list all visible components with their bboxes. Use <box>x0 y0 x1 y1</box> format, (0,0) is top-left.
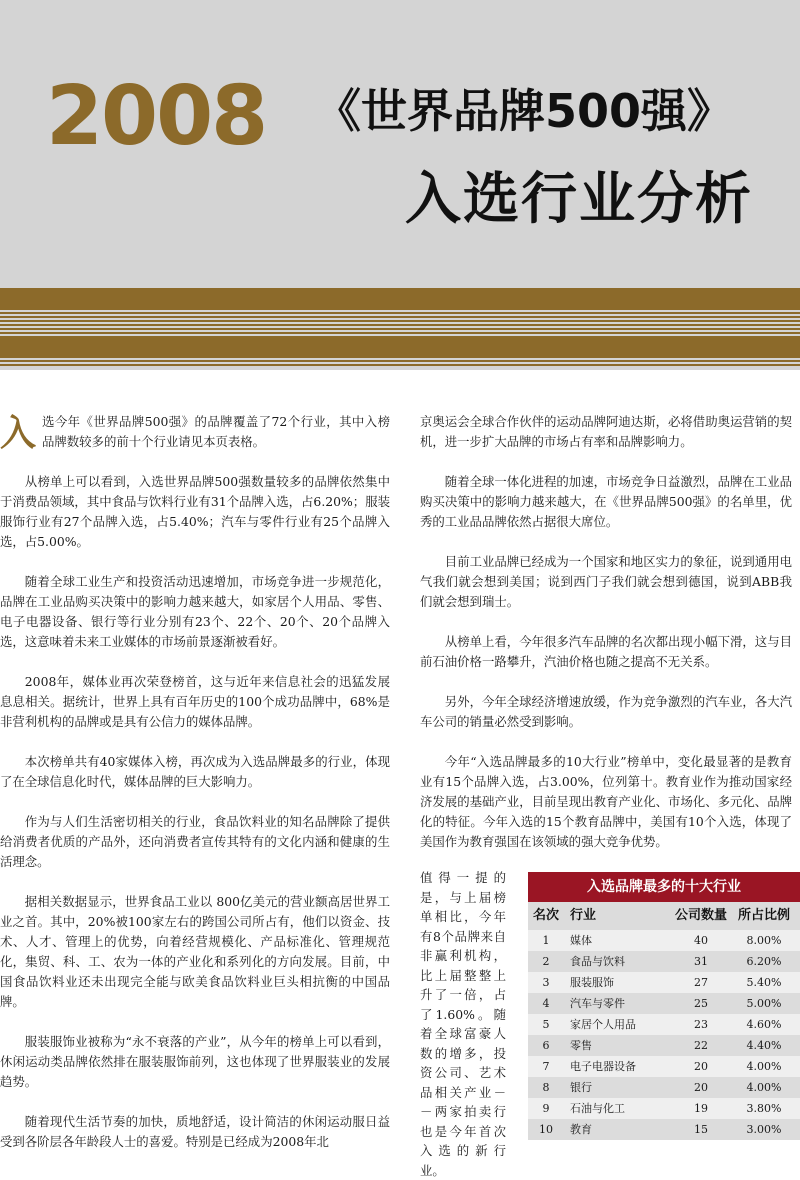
page-title: 《世界品牌500强》 <box>315 84 734 138</box>
table-row <box>528 1056 800 1077</box>
row-industry: 媒体 <box>570 934 592 947</box>
row-rank: 6 <box>542 1039 550 1052</box>
row-industry: 零售 <box>570 1039 592 1052</box>
row-rank: 4 <box>542 997 550 1010</box>
stripe-band-bottom <box>0 336 800 356</box>
row-count: 23 <box>694 1018 708 1031</box>
header-share: 所占比例 <box>737 908 790 923</box>
stripe-band-top <box>0 288 800 310</box>
table-row <box>528 1098 800 1119</box>
table-row <box>528 930 800 951</box>
article-paragraph: 从榜单上看，今年很多汽车品牌的名次都出现小幅下滑，这与目前石油价格一路攀升，汽油价格也随之提高不无关系。 <box>420 634 792 669</box>
article-right-column <box>420 412 792 872</box>
row-count: 15 <box>694 1123 708 1136</box>
row-count: 20 <box>694 1060 708 1073</box>
article-paragraph: 京奥运会全球合作伙伴的运动品牌阿迪达斯，必将借助奥运营销的契机，进一步扩大品牌的市场占有率和品牌影响力。 <box>420 414 792 449</box>
article-paragraph <box>0 412 390 452</box>
header-industry: 行业 <box>570 908 597 923</box>
article-paragraph: 据相关数据显示，世界食品工业以 800亿美元的营业额高居世界工业之首。其中，20%被100家左右的跨国公司所占有，他们以资金、技术、人才、管理上的优势，向着经营规模化、产品标准化、管理规范化，集贸、科、工、农为一体的产业化和系列化的方向发展。目前，中国食品饮料业还未出现完全能与欧美食品饮料业巨头相抗衡的中国品牌。 <box>0 894 390 1009</box>
article-left-column <box>0 412 390 1172</box>
table-side-text: 值得一提的是，与上届榜单相比，今年有8个品牌来自非赢利机构，比上届整整上升了一倍，占了1.60%。随着全球富豪人数的增多，投资公司、艺术品相关产业－－两家拍卖行也是今年首次入选的新行业。 <box>420 870 506 1178</box>
table-row <box>528 1035 800 1056</box>
row-count: 40 <box>694 934 708 947</box>
row-share: 4.40% <box>746 1039 782 1052</box>
article-paragraph: 目前工业品牌已经成为一个国家和地区实力的象征，说到通用电气我们就会想到美国；说到西门子我们就会想到德国，说到ABB我们就会想到瑞士。 <box>420 554 792 609</box>
row-industry: 家居个人用品 <box>570 1018 636 1031</box>
row-share: 6.20% <box>746 955 782 968</box>
article-paragraph: 随着现代生活节奏的加快，质地舒适，设计简洁的休闲运动服日益受到各阶层各年龄段人士的喜爱。特别是已经成为2008年北 <box>0 1114 390 1149</box>
row-industry: 石油与化工 <box>570 1102 625 1115</box>
row-share: 5.00% <box>746 997 782 1010</box>
row-rank: 5 <box>542 1018 550 1031</box>
row-count: 27 <box>694 976 708 989</box>
row-rank: 3 <box>542 976 550 989</box>
paragraph-text: 选今年《世界品牌500强》的品牌覆盖了72个行业，其中入榜品牌数较多的前十个行业请见本页表格。 <box>42 414 390 449</box>
row-share: 4.60% <box>746 1018 782 1031</box>
row-share: 4.00% <box>746 1060 782 1073</box>
table-title: 入选品牌最多的十大行业 <box>528 872 800 902</box>
table-row <box>528 972 800 993</box>
table-body <box>528 930 800 1140</box>
row-rank: 8 <box>542 1081 550 1094</box>
table-row <box>528 993 800 1014</box>
row-rank: 1 <box>542 934 550 947</box>
article-paragraph: 服装服饰业被称为“永不衰落的产业”，从今年的榜单上可以看到，休闲运动类品牌依然排在服装服饰前列，这也体现了世界服装业的发展趋势。 <box>0 1034 390 1089</box>
row-industry: 银行 <box>570 1081 592 1094</box>
table-row <box>528 1014 800 1035</box>
row-share: 8.00% <box>746 934 782 947</box>
article-paragraph: 随着全球一体化进程的加速，市场竞争日益激烈，品牌在工业品购买决策中的影响力越来越大，在《世界品牌500强》的名单里，优秀的工业品品牌依然占据很大席位。 <box>420 474 792 529</box>
row-rank: 2 <box>542 955 550 968</box>
row-count: 22 <box>694 1039 708 1052</box>
dropcap: 入 <box>0 413 37 454</box>
table-row <box>528 1077 800 1098</box>
article-paragraph: 从榜单上可以看到，入选世界品牌500强数量较多的品牌依然集中于消费品领域，其中食品与饮料行业有31个品牌入选，占6.20%；服装服饰行业有27个品牌入选，占5.40%；汽车与零件行业有25个品牌入选，占5.00%。 <box>0 474 390 549</box>
row-rank: 7 <box>542 1060 550 1073</box>
row-count: 20 <box>694 1081 708 1094</box>
header-count: 公司数量 <box>674 908 727 923</box>
row-share: 5.40% <box>746 976 782 989</box>
row-count: 25 <box>694 997 708 1010</box>
row-rank: 9 <box>542 1102 550 1115</box>
row-share: 4.00% <box>746 1081 782 1094</box>
article-paragraph: 随着全球工业生产和投资活动迅速增加，市场竞争进一步规范化，品牌在工业品购买决策中的影响力越来越大，如家居个人用品、零售、电子电器设备、银行等行业分别有23个、22个、20个、20个品牌入选，这意味着未来工业媒体的市场前景逐渐被看好。 <box>0 574 390 649</box>
row-rank: 10 <box>539 1123 553 1136</box>
title-year: 2008 <box>46 69 267 164</box>
row-industry: 教育 <box>570 1123 592 1136</box>
row-count: 19 <box>694 1102 708 1115</box>
table-row <box>528 951 800 972</box>
decorative-stripes <box>0 288 800 368</box>
industry-table <box>528 872 800 1140</box>
article-paragraph: 另外，今年全球经济增速放缓，作为竞争激烈的汽车业，各大汽车公司的销量必然受到影响。 <box>420 694 792 729</box>
article-paragraph: 2008年，媒体业再次荣登榜首，这与近年来信息社会的迅猛发展息息相关。据统计，世界上具有百年历史的100个成功品牌中，68%是非营利机构的品牌或是具有公信力的媒体品牌。 <box>0 674 390 729</box>
article-paragraph: 本次榜单共有40家媒体入榜，再次成为入选品牌最多的行业，体现了在全球信息化时代，媒体品牌的巨大影响力。 <box>0 754 390 789</box>
page-subtitle: 入选行业分析 <box>405 167 753 232</box>
table-row <box>528 1119 800 1140</box>
row-industry: 汽车与零件 <box>570 997 625 1010</box>
row-count: 31 <box>694 955 708 968</box>
article-paragraph: 作为与人们生活密切相关的行业，食品饮料业的知名品牌除了提供给消费者优质的产品外，还向消费者宣传其特有的文化内涵和健康的生活理念。 <box>0 814 390 869</box>
row-share: 3.00% <box>746 1123 782 1136</box>
article-paragraph: 今年“入选品牌最多的10大行业”榜单中，变化最显著的是教育业有15个品牌入选，占3.00%，位列第十。教育业作为推动国家经济发展的基础产业，目前呈现出教育产业化、市场化、多元化、品牌化的特征。今年入选的15个教育品牌中，美国有10个入选，体现了美国作为教育强国在该领域的强大竞争优势。 <box>420 754 792 849</box>
table-header-row <box>528 902 800 930</box>
header-rank: 名次 <box>532 908 559 923</box>
row-industry: 食品与饮料 <box>570 955 625 968</box>
row-industry: 服装服饰 <box>570 976 614 989</box>
row-share: 3.80% <box>746 1102 782 1115</box>
row-industry: 电子电器设备 <box>570 1060 636 1073</box>
